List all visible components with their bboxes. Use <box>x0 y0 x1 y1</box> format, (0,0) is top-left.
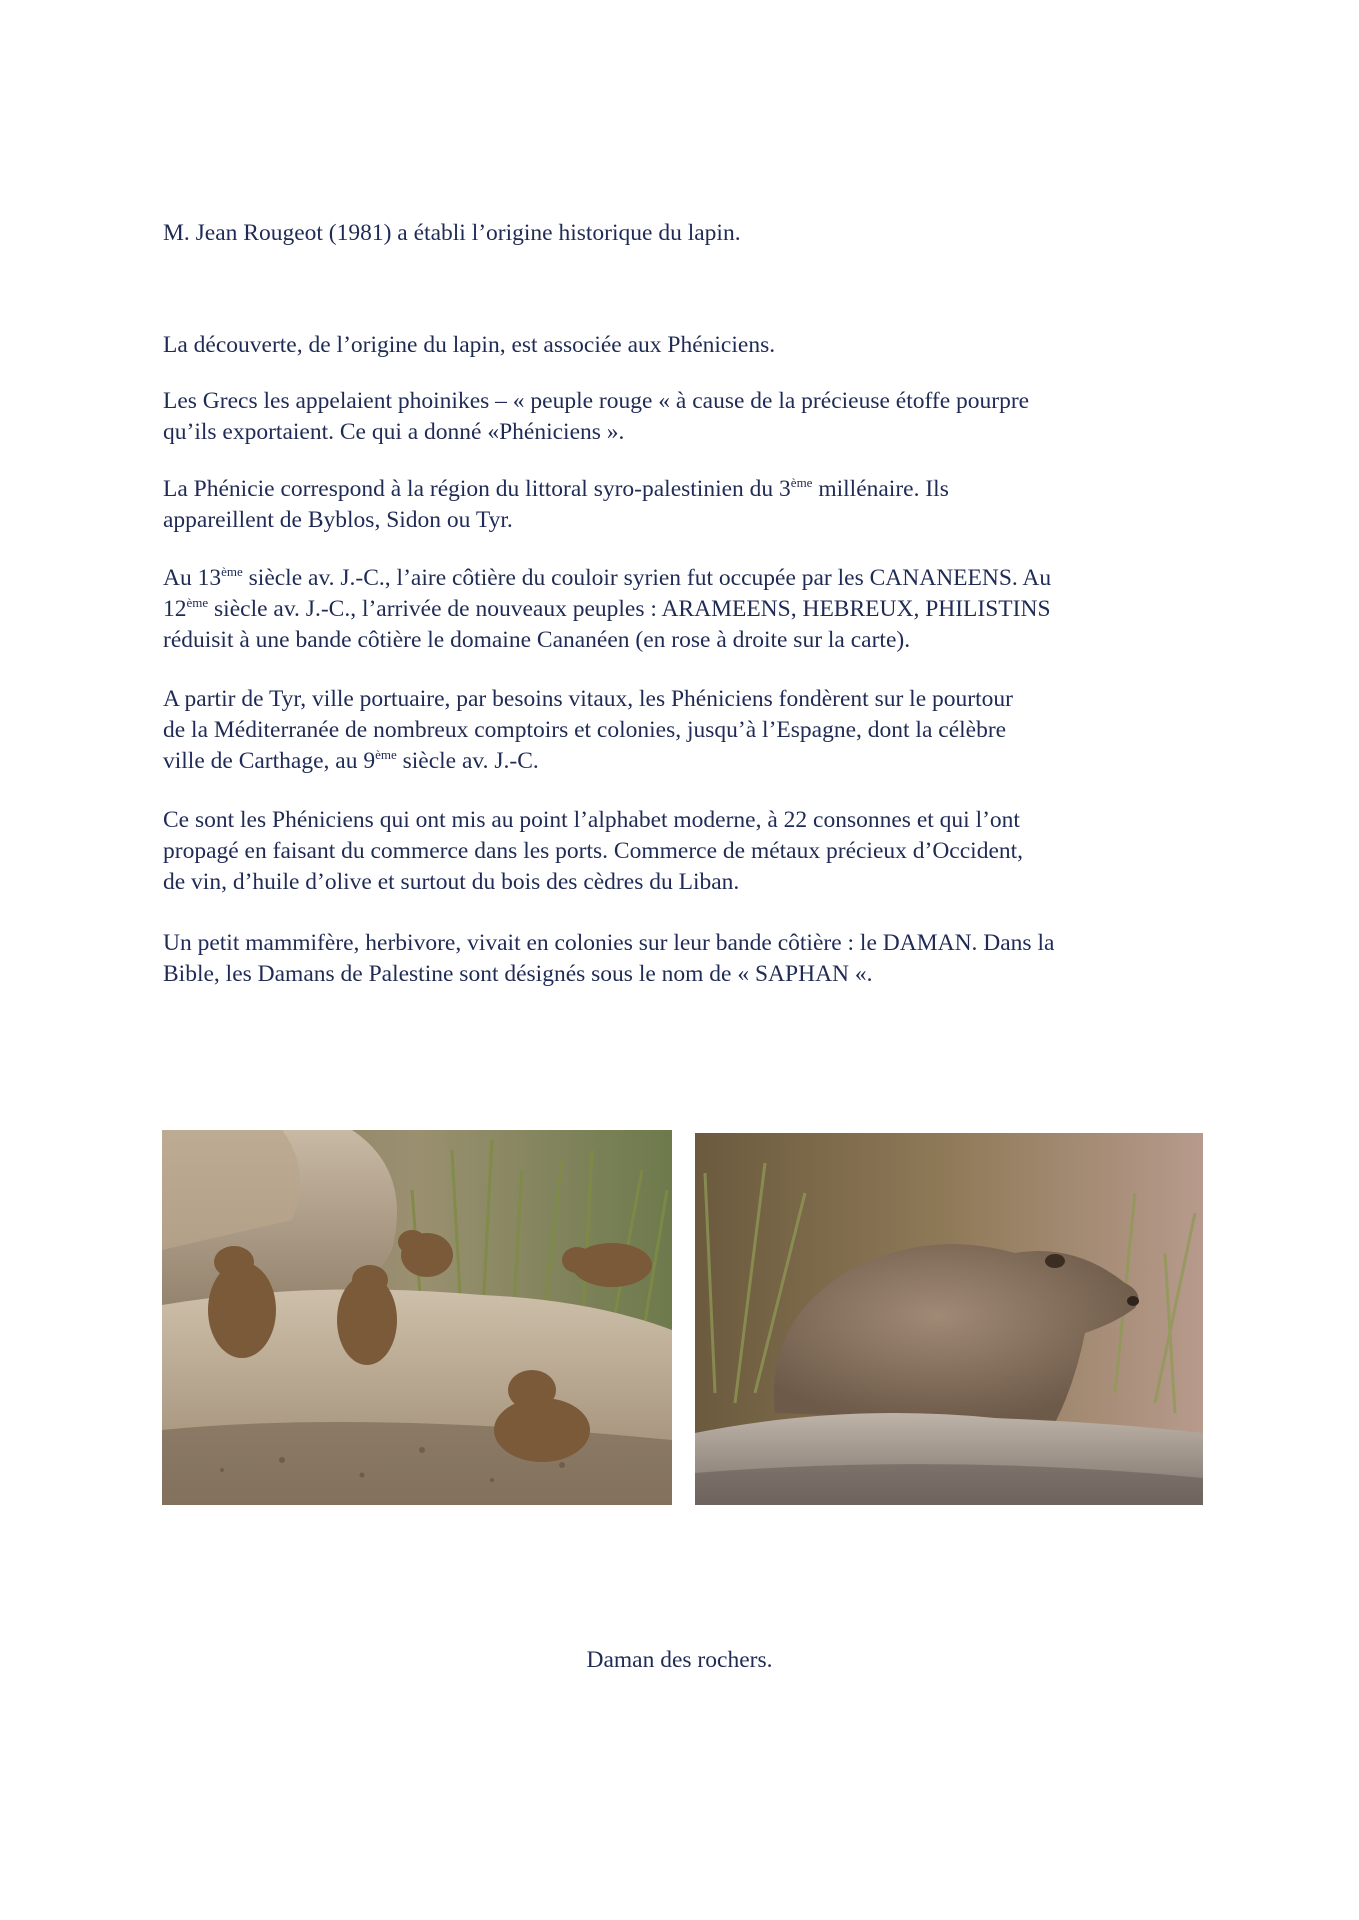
paragraph-line <box>163 746 1213 777</box>
paragraph-line: Les Grecs les appelaient phoinikes – « peuple rouge « à cause de la précieuse étoffe pourpre <box>163 388 1030 414</box>
photo-hyrax-closeup <box>695 1133 1203 1505</box>
text-segment: siècle av. J.-C. <box>396 748 539 774</box>
photo-hyrax-colony-image <box>162 1130 672 1505</box>
paragraph-text: La découverte, de l’origine du lapin, est associée aux Phéniciens. <box>163 332 776 358</box>
paragraph-rougeot <box>163 218 1213 249</box>
paragraph-decouverte <box>163 330 1213 361</box>
text-segment: ville de Carthage, au 9 <box>163 748 376 774</box>
paragraph-line: qu’ils exportaient. Ce qui a donné «Phéniciens ». <box>163 419 625 445</box>
paragraph-line: Bible, les Damans de Palestine sont désignés sous le nom de « SAPHAN «. <box>163 961 873 987</box>
paragraph-line: Ce sont les Phéniciens qui ont mis au point l’alphabet moderne, à 22 consonnes et qui l’ont <box>163 807 1020 833</box>
superscript: ème <box>375 747 397 763</box>
paragraph-line: A partir de Tyr, ville portuaire, par besoins vitaux, les Phéniciens fondèrent sur le pourtour <box>163 686 1013 712</box>
paragraph-tyr <box>163 684 1213 777</box>
superscript: ème <box>221 564 243 580</box>
text-segment: siècle av. J.-C., l’arrivée de nouveaux peuples : ARAMEENS, HEBREUX, PHILISTINS <box>208 596 1051 622</box>
paragraph-line <box>163 594 1213 625</box>
paragraph-line <box>163 563 1213 594</box>
paragraph-text: M. Jean Rougeot (1981) a établi l’origine historique du lapin. <box>163 220 741 246</box>
paragraph-line: appareillent de Byblos, Sidon ou Tyr. <box>163 507 513 533</box>
paragraph-grecs <box>163 386 1213 448</box>
paragraph-alphabet <box>163 805 1213 898</box>
paragraph-line: propagé en faisant du commerce dans les ports. Commerce de métaux précieux d’Occident, <box>163 838 1024 864</box>
paragraph-line: de la Méditerranée de nombreux comptoirs et colonies, jusqu’à l’Espagne, dont la célèbre <box>163 717 1007 743</box>
paragraph-daman <box>163 928 1213 990</box>
paragraph-cananeens <box>163 563 1213 656</box>
photo-caption: Daman des rochers. <box>586 1647 773 1673</box>
paragraph-phenicie <box>163 474 1213 536</box>
photo-hyrax-colony <box>162 1130 672 1505</box>
superscript: ème <box>790 475 813 491</box>
paragraph-line <box>163 474 1213 505</box>
text-segment: 12 <box>163 596 187 622</box>
superscript: ème <box>186 595 209 611</box>
text-segment: millénaire. Ils <box>812 476 949 502</box>
photo-hyrax-closeup-image <box>695 1133 1203 1505</box>
text-segment: Au 13 <box>163 565 222 591</box>
paragraph-line: de vin, d’huile d’olive et surtout du bois des cèdres du Liban. <box>163 869 740 895</box>
text-segment: La Phénicie correspond à la région du littoral syro-palestinien du 3 <box>163 476 791 502</box>
text-segment: siècle av. J.-C., l’aire côtière du couloir syrien fut occupée par les CANANEENS. Au <box>242 565 1052 591</box>
paragraph-line: Un petit mammifère, herbivore, vivait en colonies sur leur bande côtière : le DAMAN. Dans la <box>163 930 1055 956</box>
paragraph-line: réduisit à une bande côtière le domaine Cananéen (en rose à droite sur la carte). <box>163 627 911 653</box>
